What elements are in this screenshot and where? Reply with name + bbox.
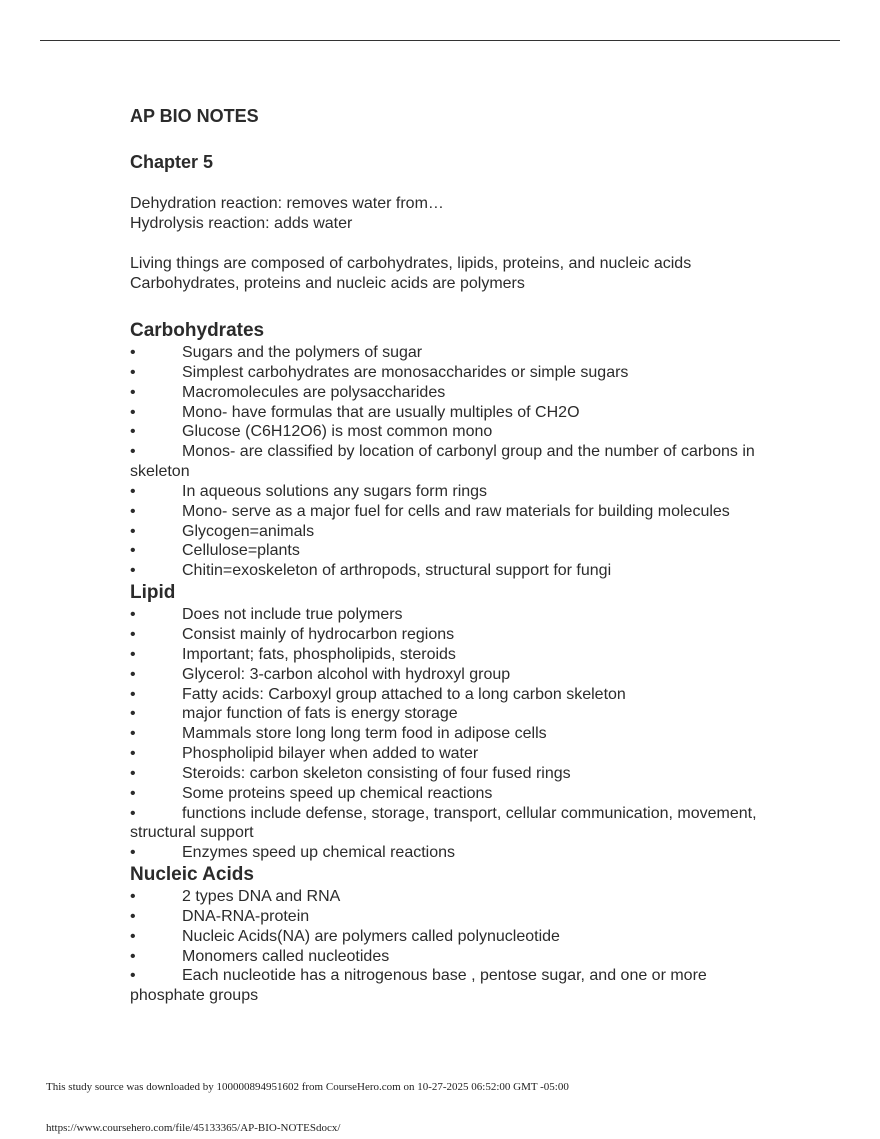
list-item <box>130 704 770 724</box>
bullet-marker: • <box>130 784 136 802</box>
bullet-marker: • <box>130 745 136 763</box>
list-item-text: Enzymes speed up chemical reactions <box>182 844 456 862</box>
list-item-text: DNA-RNA-protein <box>182 907 310 925</box>
list-item-text: Chitin=exoskeleton of arthropods, structural support for fungi <box>182 562 612 580</box>
bullet-marker: • <box>130 927 136 945</box>
list-item-text: Mammals store long long term food in adipose cells <box>182 725 547 743</box>
bullet-list <box>130 887 770 1006</box>
bullet-marker: • <box>130 522 136 540</box>
list-item-text: Fatty acids: Carboxyl group attached to a long carbon skeleton <box>182 685 626 703</box>
list-item-text: functions include defense, storage, transport, cellular communication, movement, structural support <box>130 804 757 842</box>
bullet-marker: • <box>130 562 136 580</box>
list-item-text: Each nucleotide has a nitrogenous base , pentose sugar, and one or more phosphate groups <box>130 967 707 1005</box>
list-item-text: Monomers called nucleotides <box>182 947 390 965</box>
list-item-text: Cellulose=plants <box>182 542 300 560</box>
bullet-marker: • <box>130 907 136 925</box>
list-item-text: Consist mainly of hydrocarbon regions <box>182 625 455 643</box>
intro-line: Living things are composed of carbohydrates, lipids, proteins, and nucleic acids <box>130 255 692 272</box>
bullet-marker: • <box>130 804 136 822</box>
bullet-marker: • <box>130 383 136 401</box>
section-heading: Nucleic Acids <box>130 864 254 886</box>
list-item <box>130 966 770 1006</box>
list-item <box>130 522 770 542</box>
bullet-marker: • <box>130 725 136 743</box>
list-item-text: Mono- have formulas that are usually multiples of CH2O <box>182 403 580 421</box>
list-item <box>130 541 770 561</box>
list-item <box>130 625 770 645</box>
source-url: https://www.coursehero.com/file/45133365/AP-BIO-NOTESdocx/ <box>46 1122 341 1134</box>
section-heading: Lipid <box>130 582 176 604</box>
list-item <box>130 784 770 804</box>
list-item <box>130 665 770 685</box>
list-item <box>130 947 770 967</box>
bullet-marker: • <box>130 502 136 520</box>
list-item <box>130 907 770 927</box>
list-item-text: 2 types DNA and RNA <box>182 888 341 906</box>
bullet-list <box>130 343 770 581</box>
bullet-marker: • <box>130 542 136 560</box>
bullet-marker: • <box>130 947 136 965</box>
list-item-text: Some proteins speed up chemical reactions <box>182 784 493 802</box>
list-item-text: major function of fats is energy storage <box>182 705 458 723</box>
list-item <box>130 685 770 705</box>
bullet-list <box>130 605 770 863</box>
bullet-marker: • <box>130 888 136 906</box>
list-item-text: Simplest carbohydrates are monosaccharides or simple sugars <box>182 363 629 381</box>
bullet-marker: • <box>130 645 136 663</box>
list-item-text: Important; fats, phospholipids, steroids <box>182 645 456 663</box>
bullet-marker: • <box>130 665 136 683</box>
list-item <box>130 383 770 403</box>
bullet-marker: • <box>130 482 136 500</box>
list-item <box>130 363 770 383</box>
list-item <box>130 744 770 764</box>
list-item <box>130 927 770 947</box>
list-item <box>130 764 770 784</box>
list-item <box>130 724 770 744</box>
list-item-text: Macromolecules are polysaccharides <box>182 383 446 401</box>
bullet-marker: • <box>130 967 136 985</box>
document-title: AP BIO NOTES <box>130 106 259 126</box>
bullet-marker: • <box>130 764 136 782</box>
intro-section <box>130 194 770 294</box>
bullet-marker: • <box>130 443 136 461</box>
bullet-marker: • <box>130 844 136 862</box>
list-item-text: Does not include true polymers <box>182 606 403 624</box>
document-body <box>130 104 770 1006</box>
intro-line: Dehydration reaction: removes water from… <box>130 195 444 212</box>
list-item-text: Sugars and the polymers of sugar <box>182 344 423 361</box>
bullet-marker: • <box>130 685 136 703</box>
bullet-marker: • <box>130 363 136 381</box>
list-item <box>130 343 770 363</box>
list-item-text: In aqueous solutions any sugars form rings <box>182 482 488 500</box>
list-item <box>130 887 770 907</box>
list-item-text: Monos- are classified by location of carbonyl group and the number of carbons in skeleton <box>130 443 755 481</box>
paragraph-gap <box>130 234 770 254</box>
list-item <box>130 843 770 863</box>
intro-line: Hydrolysis reaction: adds water <box>130 215 353 232</box>
list-item <box>130 561 770 581</box>
bullet-marker: • <box>130 606 136 624</box>
chapter-title: Chapter 5 <box>130 152 214 172</box>
list-item-text: Glycerol: 3-carbon alcohol with hydroxyl group <box>182 665 511 683</box>
bullet-marker: • <box>130 705 136 723</box>
list-item-text: Glycogen=animals <box>182 522 315 540</box>
list-item-text: Glucose (C6H12O6) is most common mono <box>182 423 493 441</box>
list-item <box>130 502 770 522</box>
list-item <box>130 804 770 844</box>
notes-sections <box>130 319 770 1006</box>
list-item <box>130 403 770 423</box>
list-item <box>130 442 770 482</box>
intro-line: Carbohydrates, proteins and nucleic acids are polymers <box>130 275 525 292</box>
list-item-text: Steroids: carbon skeleton consisting of four fused rings <box>182 764 571 782</box>
list-item <box>130 645 770 665</box>
list-item-text: Nucleic Acids(NA) are polymers called polynucleotide <box>182 927 560 945</box>
bullet-marker: • <box>130 344 136 361</box>
list-item-text: Phospholipid bilayer when added to water <box>182 745 479 763</box>
section-heading: Carbohydrates <box>130 320 265 341</box>
download-notice: This study source was downloaded by 100000894951602 from CourseHero.com on 10-27-2025 06:52:00 GMT -05:00 <box>46 1081 569 1093</box>
list-item <box>130 605 770 625</box>
bullet-marker: • <box>130 403 136 421</box>
list-item <box>130 482 770 502</box>
bullet-marker: • <box>130 423 136 441</box>
header-rule <box>40 40 840 41</box>
bullet-marker: • <box>130 625 136 643</box>
list-item-text: Mono- serve as a major fuel for cells and raw materials for building molecules <box>182 502 730 520</box>
list-item <box>130 422 770 442</box>
